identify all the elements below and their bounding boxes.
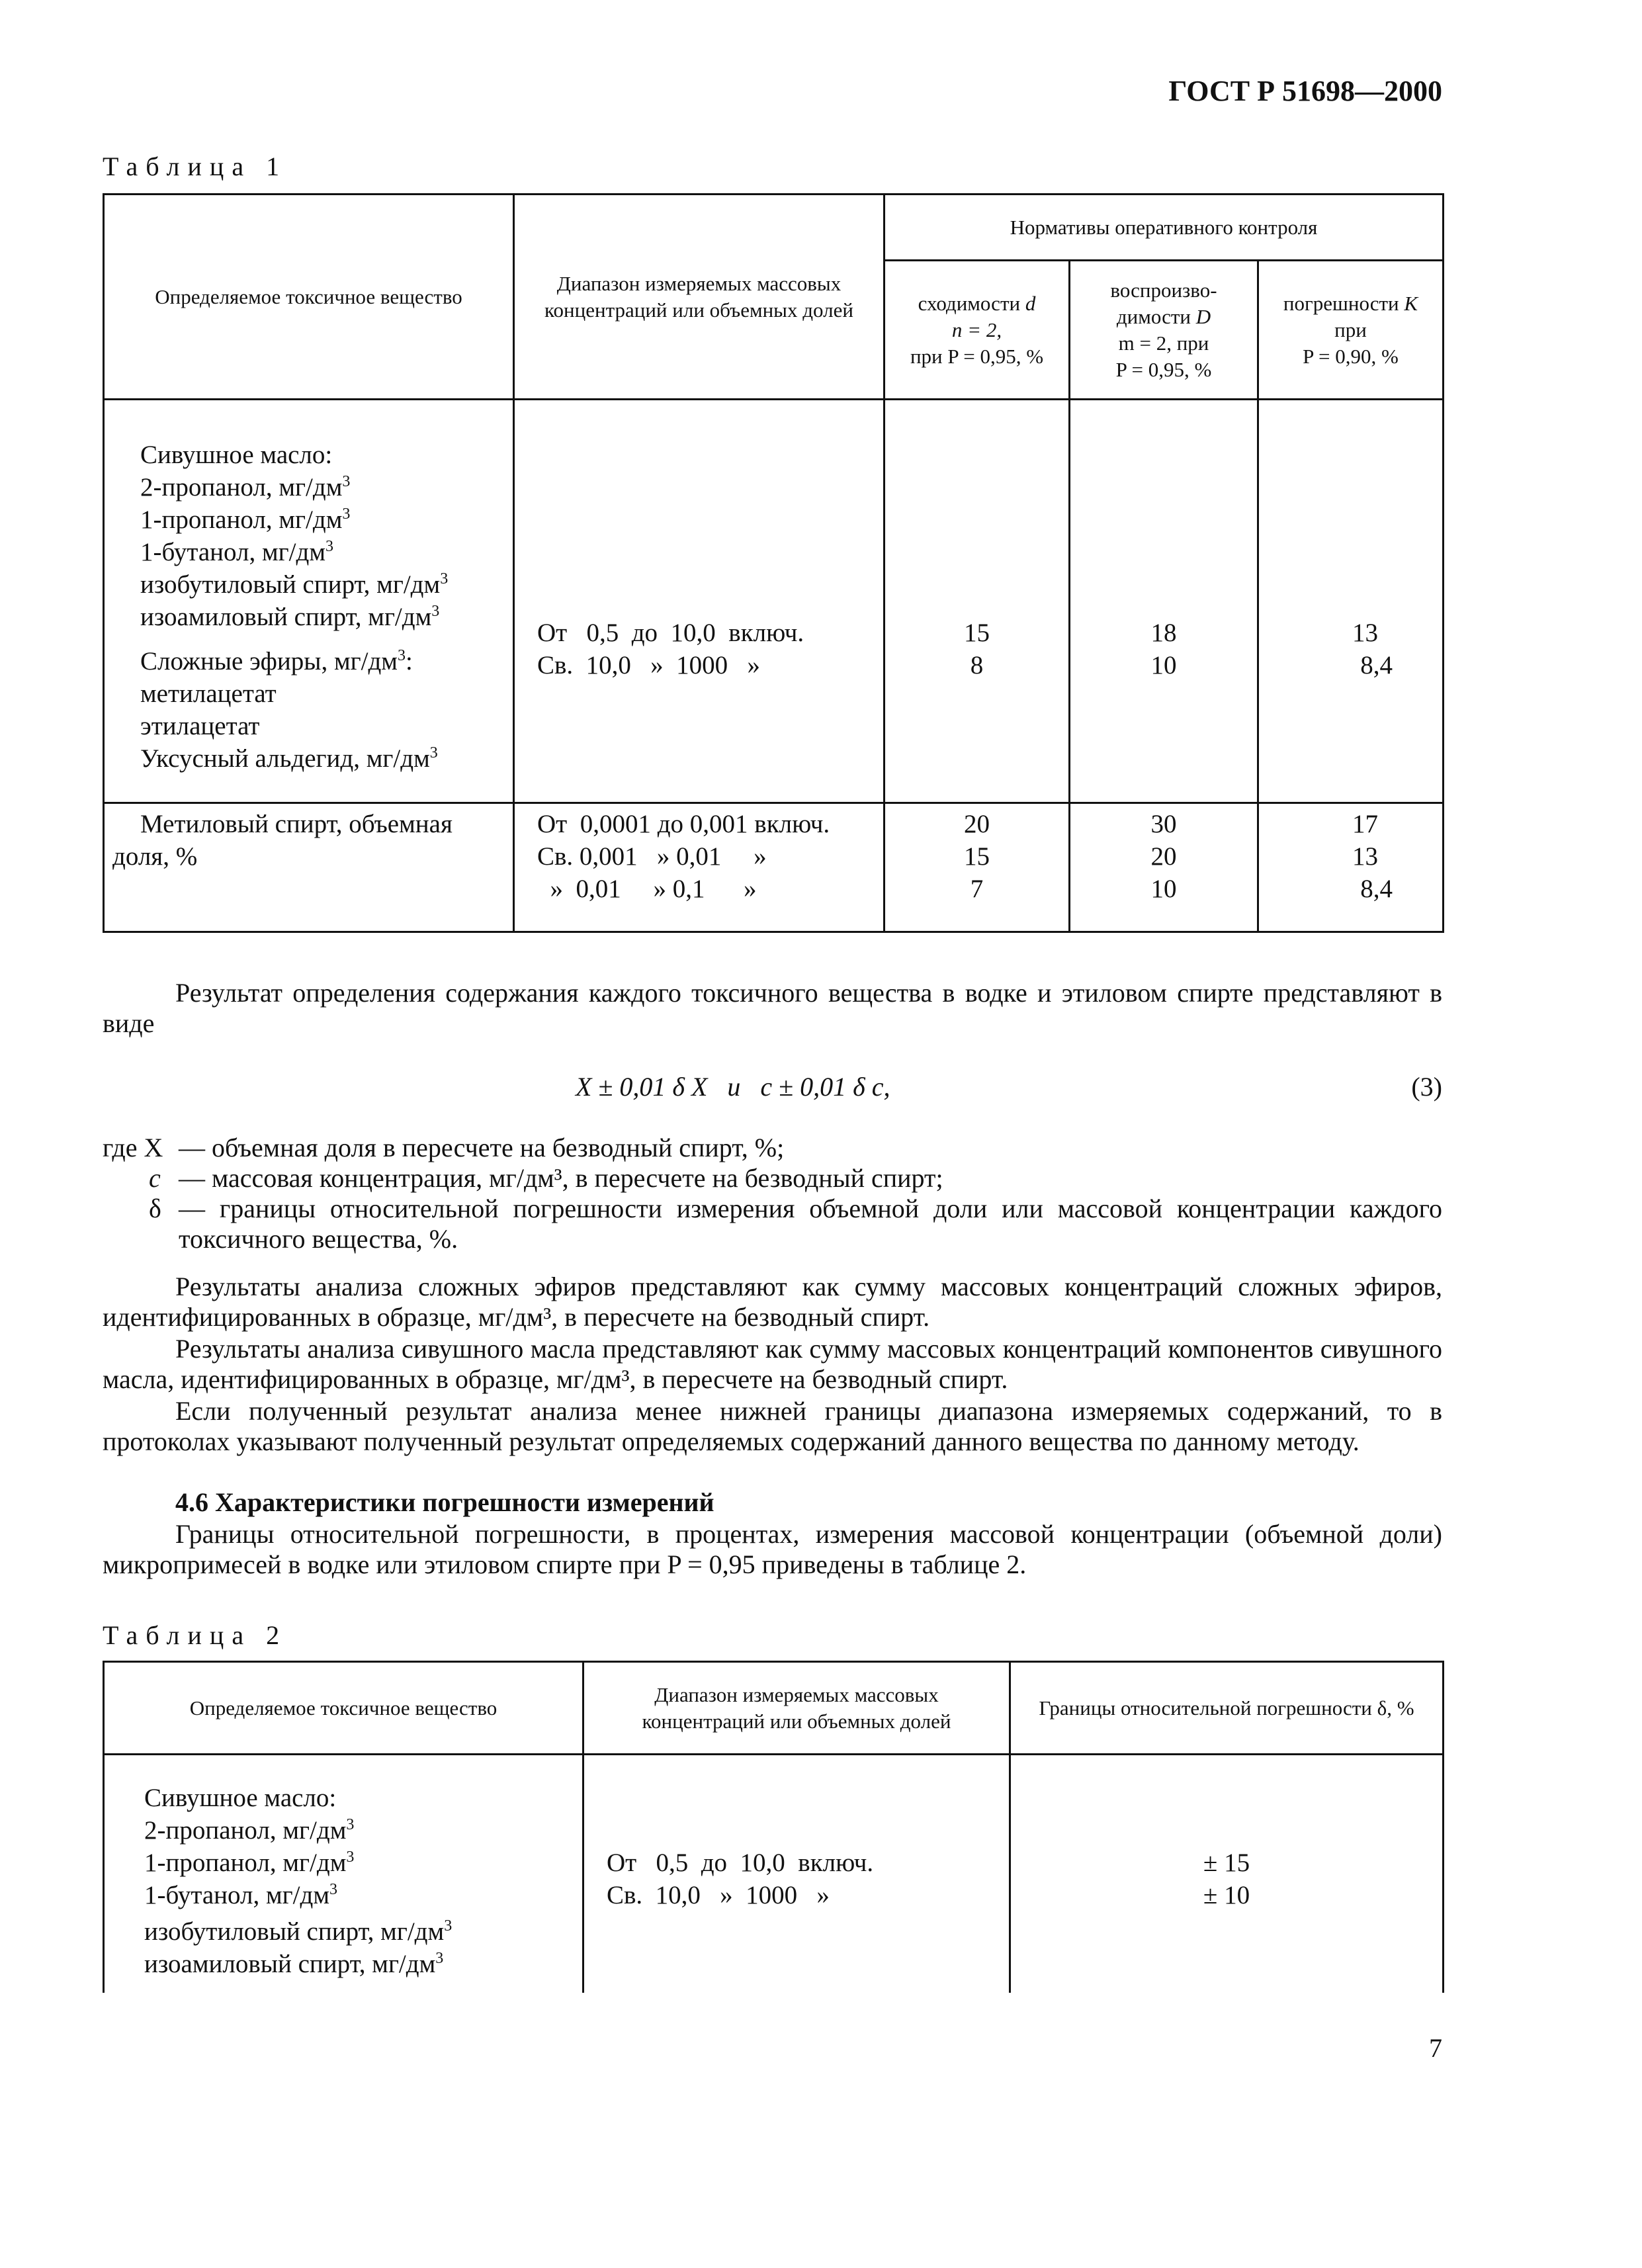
table1-header-d: сходимости d n = 2, при P = 0,95, % bbox=[885, 261, 1070, 400]
table1-row2-D: 30 20 10 bbox=[1070, 803, 1258, 932]
document-code: ГОСТ Р 51698—2000 bbox=[1168, 75, 1442, 107]
paragraph-result: Результат определения содержания каждого токсичного вещества в водке и этиловом спирте представляют в виде bbox=[103, 978, 1442, 1038]
table1-header-substance: Определяемое токсичное вещество bbox=[104, 195, 514, 400]
table2-header-range: Диапазон измеряемых массовых концентраций или объемных долей bbox=[583, 1662, 1010, 1755]
table-row bbox=[104, 1755, 1444, 1993]
table1-row1-d: 15 8 bbox=[885, 400, 1070, 803]
table2 bbox=[103, 1661, 1444, 1993]
page-number: 7 bbox=[1429, 2033, 1442, 2063]
table1-row2-substance: Метиловый спирт, объемная доля, % bbox=[104, 803, 514, 932]
formula: X ± 0,01 δ X и c ± 0,01 δ c, bbox=[576, 1072, 890, 1102]
paragraph-lower-limit: Если полученный результат анализа менее нижней границы диапазона измеряемых содержаний, то в протоколах указывают полученный результат определяемых содержаний данного вещества по данному методу. bbox=[103, 1396, 1442, 1456]
paragraph-limits: Границы относительной погрешности, в процентах, измерения массовой концентрации (объемной доли) микропримесей в водке или этиловом спирте при P = 0,95 приведены в таблице 2. bbox=[103, 1519, 1442, 1579]
table-row bbox=[104, 803, 1444, 932]
table2-row1-substances: Сивушное масло: 2-пропанол, $мг/дм^3$ 1-пропанол, $мг/дм^3$ 1-бутанол, $мг/дм^3$ изобутиловый спирт, $мг/дм^3$ изоамиловый спирт, $мг/дм^3$ bbox=[104, 1755, 583, 1993]
table1-header-norms: Нормативы оперативного контроля bbox=[885, 195, 1444, 261]
table2-row1-errors: ± 15 ± 10 bbox=[1010, 1755, 1444, 1993]
table1-header-D: воспроизво- димости D m = 2, при P = 0,95, % bbox=[1070, 261, 1258, 400]
section-heading: 4.6 Характеристики погрешности измерений bbox=[175, 1487, 714, 1517]
table2-row1-ranges: От 0,5 до 10,0 включ. Св. 10,0 » 1000 » bbox=[583, 1755, 1010, 1993]
table1-row2-d: 20 15 7 bbox=[885, 803, 1070, 932]
table1-row1-substances: Сивушное масло: 2-пропанол, $мг/дм^3$ 1-пропанол, $мг/дм^3$ 1-бутанол, $мг/дм^3$ изобутиловый спирт, $мг/дм^3$ изоамиловый спирт, $мг/дм^3$ Сложные эфиры, $мг/дм^3$: метилацетат этилацетат Уксусный альдегид, $мг/дм^3$ bbox=[104, 400, 514, 803]
table2-header-error: Границы относительной погрешности δ, % bbox=[1010, 1662, 1444, 1755]
table1-caption: Таблица 1 bbox=[103, 152, 288, 181]
table1-row1-ranges: От 0,5 до 10,0 включ. Св. 10,0 » 1000 » bbox=[514, 400, 885, 803]
table1-row2-ranges: От 0,0001 до 0,001 включ. Св. 0,001 » 0,01 » » 0,01 » 0,1 » bbox=[514, 803, 885, 932]
table1-header-range: Диапазон измеряемых массовых концентраций или объемных долей bbox=[514, 195, 885, 400]
table1-row2-K: 17 13 8,4 bbox=[1258, 803, 1444, 932]
paragraph-esters: Результаты анализа сложных эфиров представляют как сумму массовых концентраций сложных эфиров, идентифицированных в образце, мг/дм³, в пересчете на безводный спирт. bbox=[103, 1272, 1442, 1332]
formula-number: (3) bbox=[1411, 1072, 1442, 1102]
table1-row1-D: 18 10 bbox=[1070, 400, 1258, 803]
table1-row1-K: 13 8,4 bbox=[1258, 400, 1444, 803]
table2-caption: Таблица 2 bbox=[103, 1620, 288, 1650]
table1-header-K: погрешности K при P = 0,90, % bbox=[1258, 261, 1444, 400]
paragraph-fusel: Результаты анализа сивушного масла представляют как сумму массовых концентраций компонентов сивушного масла, идентифицированных в образце, мг/дм³, в пересчете на безводный спирт. bbox=[103, 1334, 1442, 1394]
where-list: где X — объемная доля в пересчете на безводный спирт, %; c — массовая концентрация, мг/дм³, в пересчете на безводный спирт; δ — границы относительной погрешности измерения объемной доли или массовой концентрации каждого токсичного вещества, %. bbox=[103, 1133, 1442, 1254]
table1 bbox=[103, 193, 1444, 933]
table2-header-substance: Определяемое токсичное вещество bbox=[104, 1662, 583, 1755]
table-row bbox=[104, 400, 1444, 803]
